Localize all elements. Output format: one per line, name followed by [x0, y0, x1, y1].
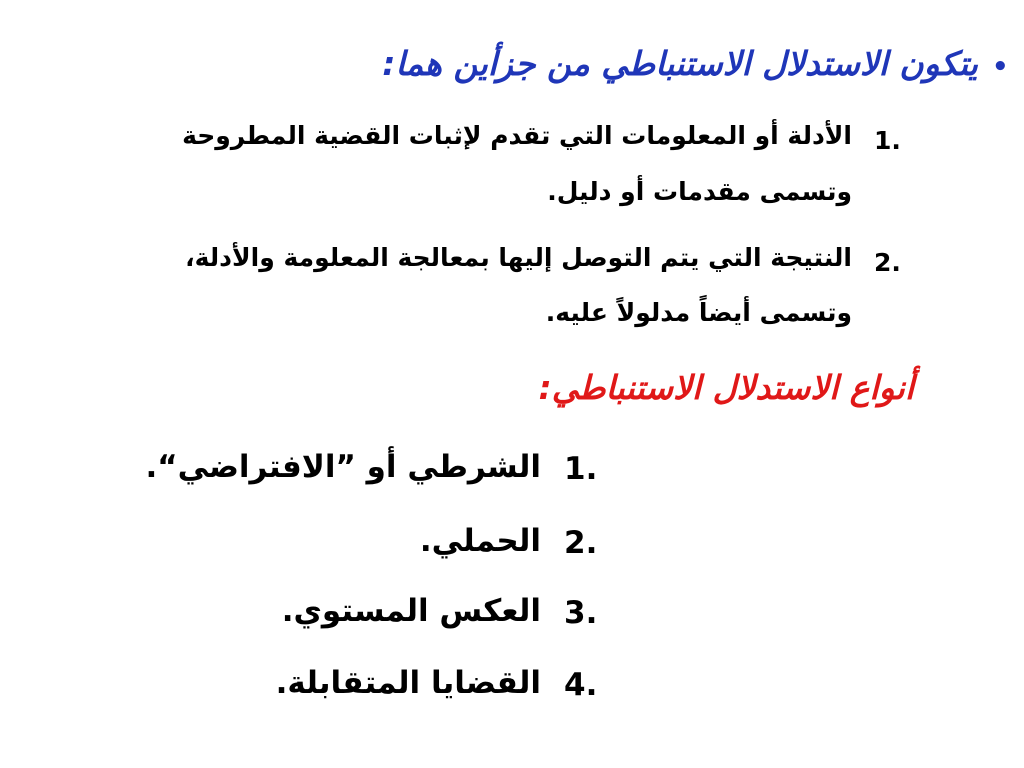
type-2-text: الحملي. — [419, 523, 541, 559]
main-heading: يتكون الاستدلال الاستنباطي من جزأين هما: — [382, 44, 978, 83]
type-2-number: 2. — [564, 525, 598, 561]
part-2-line-1: النتيجة التي يتم التوصل إليها بمعالجة المعلومة والأدلة، — [185, 243, 852, 272]
type-4-number: 4. — [564, 667, 598, 703]
type-1-text: الشرطي أو ”الافتراضي“. — [145, 449, 541, 485]
types-heading: أنواع الاستدلال الاستنباطي: — [538, 368, 914, 407]
part-2-number: 2. — [874, 248, 901, 277]
type-3-text: العكس المستوي. — [281, 593, 541, 629]
part-2-line-2: وتسمى أيضاً مدلولاً عليه. — [545, 298, 852, 327]
part-1-line-2: وتسمى مقدمات أو دليل. — [547, 177, 852, 206]
type-1-number: 1. — [564, 451, 598, 487]
type-3-number: 3. — [564, 595, 598, 631]
part-1-line-1: الأدلة أو المعلومات التي تقدم لإثبات القضية المطروحة — [182, 121, 852, 150]
heading-bullet: • — [992, 52, 1009, 82]
type-4-text: القضايا المتقابلة. — [275, 665, 541, 701]
part-1-number: 1. — [874, 126, 901, 155]
